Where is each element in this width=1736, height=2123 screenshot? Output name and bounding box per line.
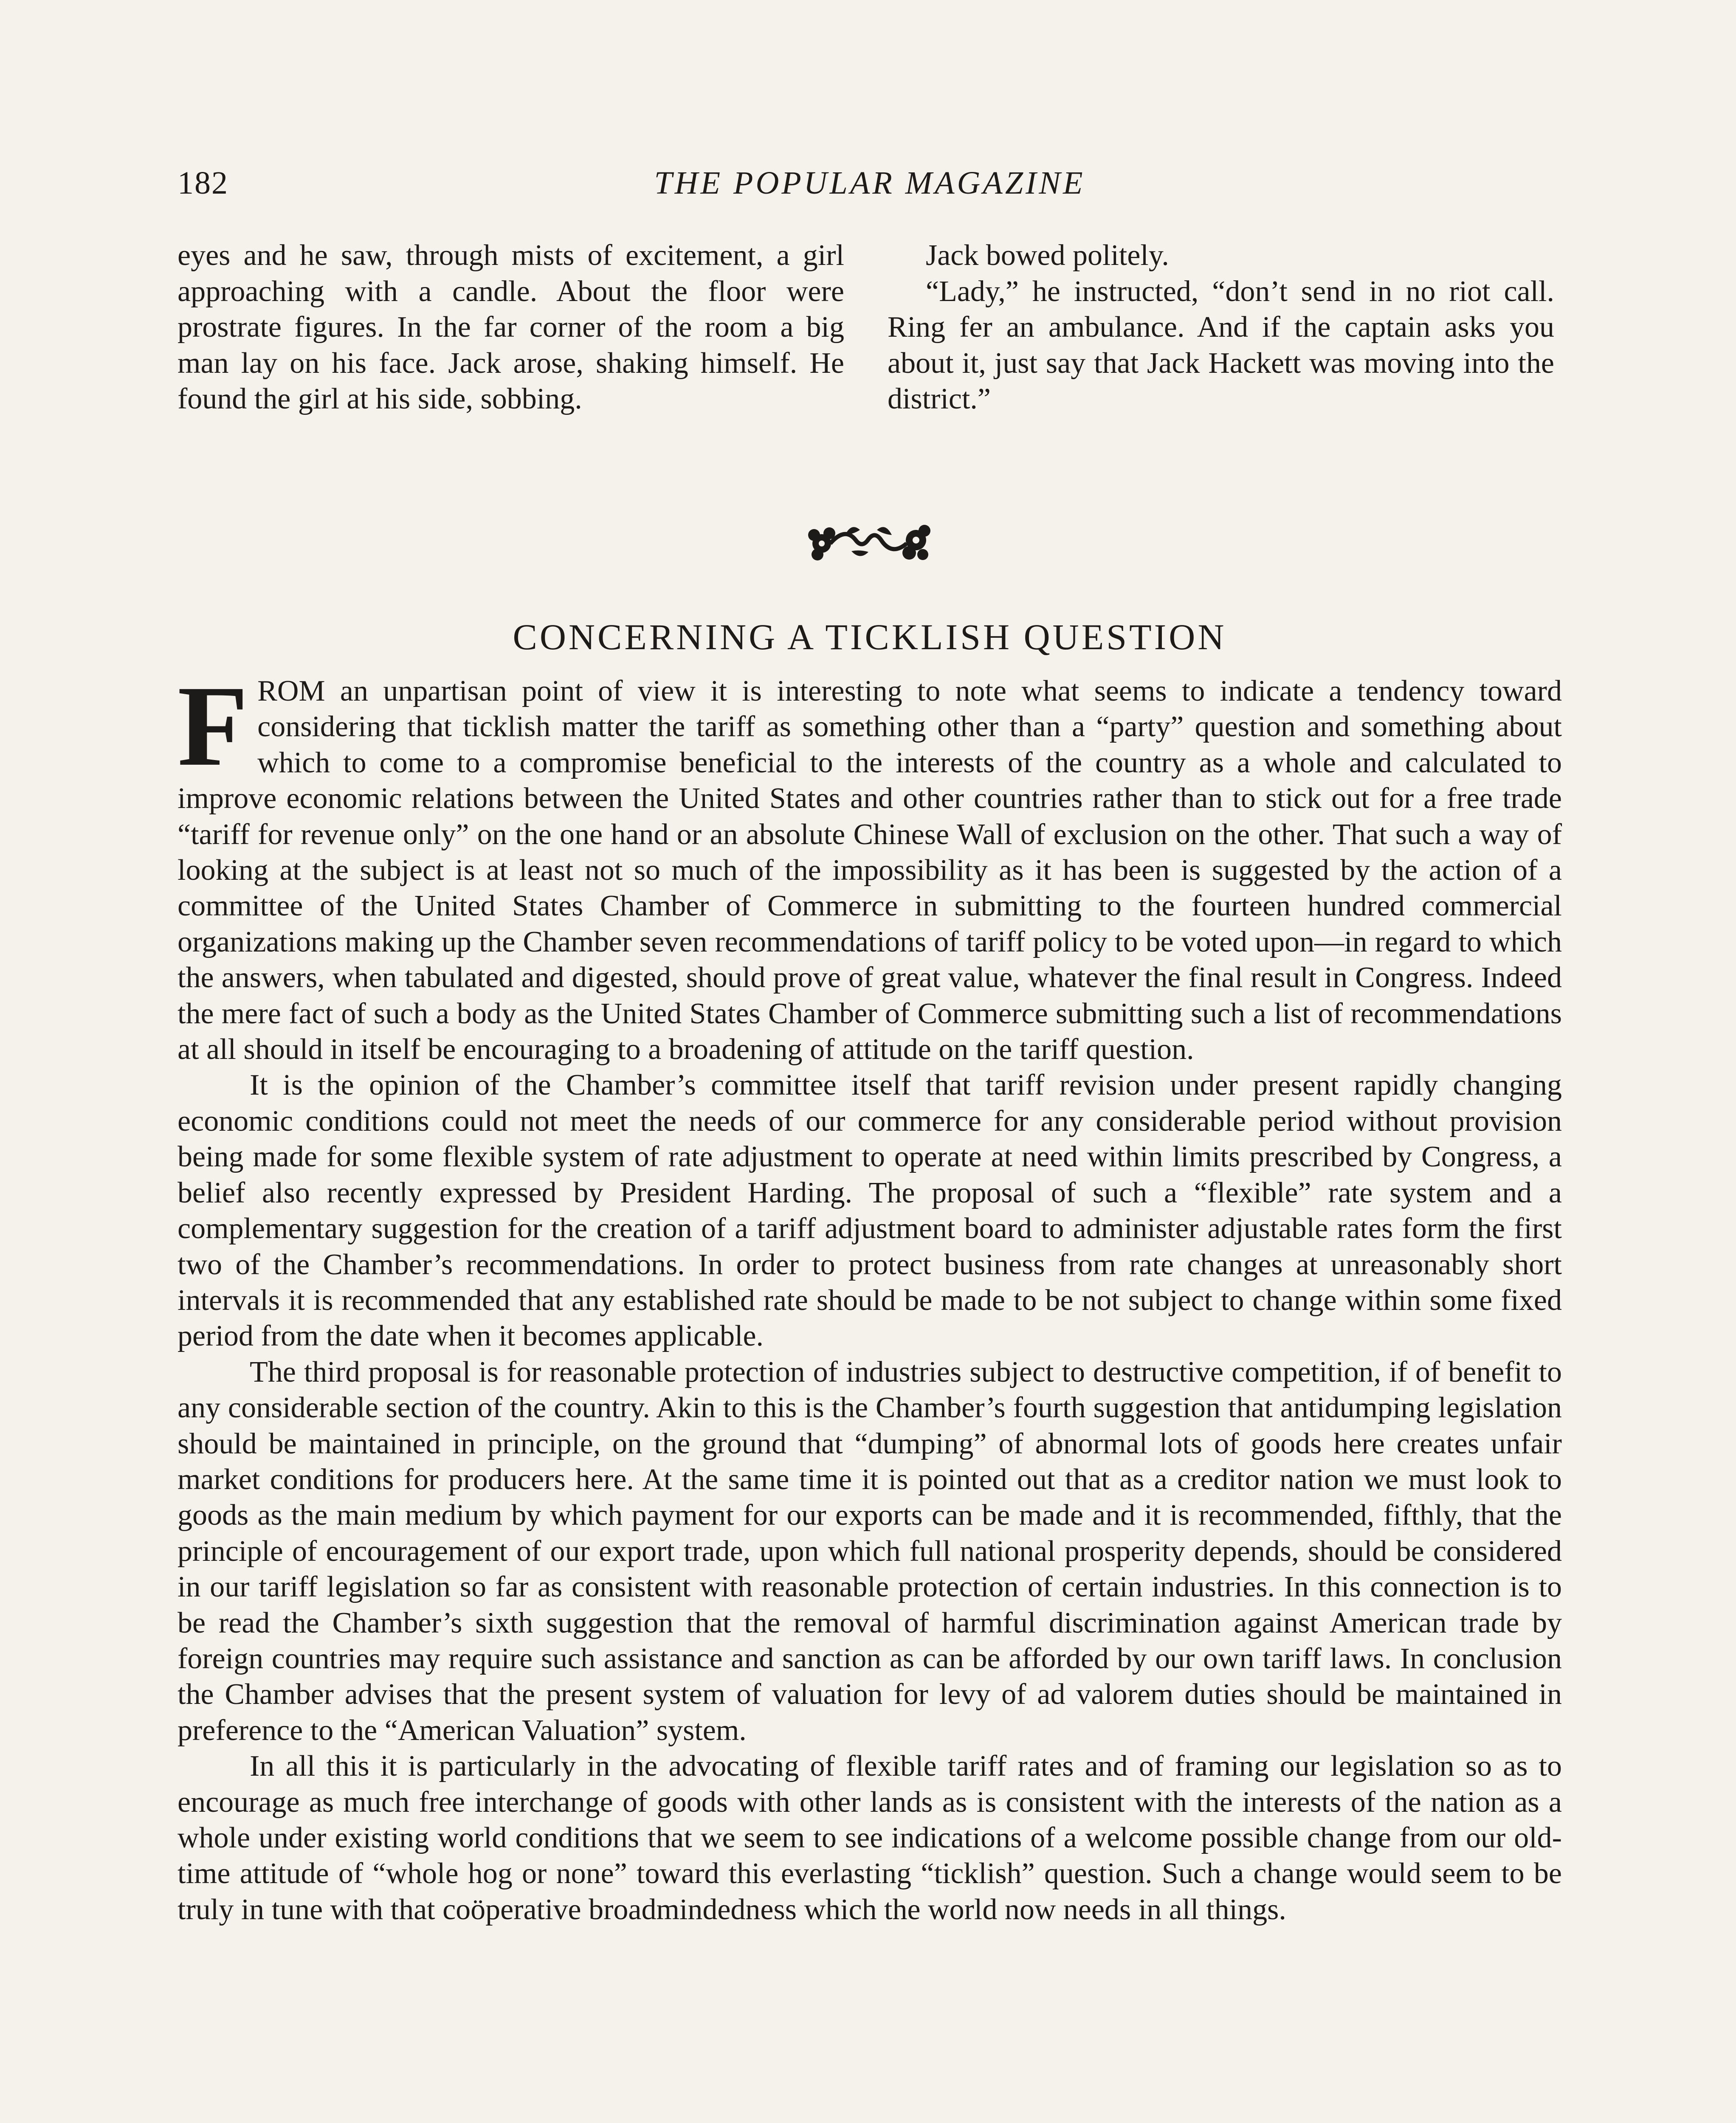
article-body bbox=[178, 662, 1562, 1928]
floral-ornament-icon bbox=[805, 514, 932, 569]
page-header bbox=[178, 165, 1562, 211]
first-paragraph-text: ROM an unpartisan point of view it is interesting to note what seems to indicate a tendency toward considering that ticklish matter the tariff as something other than a “party” question and something about which to come to a compromise beneficial to the interests of the country as a whole and calculated to improve economic relations between the United States and other countries rather than to stick out for a free trade “tariff for revenue only” on the one hand or an absolute Chinese Wall of exclusion on the other. That such a way of looking at the subject is at least not so much of the impossibility as it has been is suggested by the action of a committee of the United States Chamber of Commerce in submitting to the fourteen hundred commercial organizations making up the Chamber seven recommendations of tariff policy to be voted upon—in regard to which the answers, when tabulated and digested, should prove of great value, whatever the final result in Congress. Indeed the mere fact of such a body as the United States Chamber of Commerce submitting such a list of recommendations at all should in itself be encouraging to a broadening of attitude on the tariff question. bbox=[178, 675, 1562, 1066]
story-paragraph: “Lady,” he instructed, “don’t send in no riot call. Ring fer an ambulance. And if the captain asks you about it, just say that Jack Hackett was moving into the district.” bbox=[888, 275, 1554, 415]
article-paragraph: In all this it is particularly in the advocating of flexible tariff rates and of framing our legislation so as to encourage as much free interchange of goods with other lands as is consistent with the interests of the nation as a whole under existing world conditions that we seem to see indications of a welcome possible change from our old-time attitude of “whole hog or none” toward this everlasting “ticklish” question. Such a change would seem to be truly in tune with that coöperative broadmindedness which the world now needs in all things. bbox=[178, 1750, 1562, 1926]
left-column bbox=[178, 238, 844, 417]
article-title: CONCERNING A TICKLISH QUESTION bbox=[513, 617, 1227, 657]
story-paragraph: eyes and he saw, through mists of excitement, a girl approaching with a candle. About the floor were prostrate figures. In the far corner of the room a big man lay on his face. Jack arose, shaking himself. He found the girl at his side, sobbing. bbox=[178, 239, 844, 415]
drop-cap: F bbox=[178, 662, 248, 790]
article-paragraph: The third proposal is for reasonable protection of industries subject to destructive competition, if of benefit to any considerable section of the country. Akin to this is the Chamber’s fourth suggestion that antidumping legislation should be maintained in principle, on the ground that “dumping” of abnormal lots of goods here creates unfair market conditions for producers here. At the same time it is pointed out that as a creditor nation we must look to goods as the main medium by which payment for our exports can be made and it is recommended, fifthly, that the principle of encouragement of our export trade, upon which full national prosperity depends, should be considered in our tariff legislation so far as consistent with reasonable protection of certain industries. In this connection is to be read the Chamber’s sixth suggestion that the removal of harmful discrimination against American trade by foreign countries may require such assistance and sanction as can be afforded by our own tariff laws. In conclusion the Chamber advises that the present system of valuation for levy of ad valorem duties should be maintained in preference to the “American Valuation” system. bbox=[178, 1355, 1562, 1747]
article-paragraph: It is the opinion of the Chamber’s committee itself that tariff revision under present rapidly changing economic conditions could not meet the needs of our commerce for any considerable period without provision being made for some flexible system of rate adjustment to operate at need within limits prescribed by Congress, a belief also recently expressed by President Harding. The proposal of such a “flexible” rate system and a complementary suggestion for the creation of a tariff adjustment board to administer adjustable rates form the first two of the Chamber’s recommendations. In order to protect business from rate changes at unreasonably short intervals it is recommended that any established rate should be made to be not subject to change within some fixed period from the date when it becomes applicable. bbox=[178, 1069, 1562, 1353]
story-paragraph: Jack bowed politely. bbox=[926, 239, 1169, 272]
article-paragraph bbox=[178, 662, 1562, 1067]
right-column bbox=[888, 238, 1554, 417]
page-number: 182 bbox=[178, 165, 228, 201]
running-title: THE POPULAR MAGAZINE bbox=[654, 165, 1085, 201]
